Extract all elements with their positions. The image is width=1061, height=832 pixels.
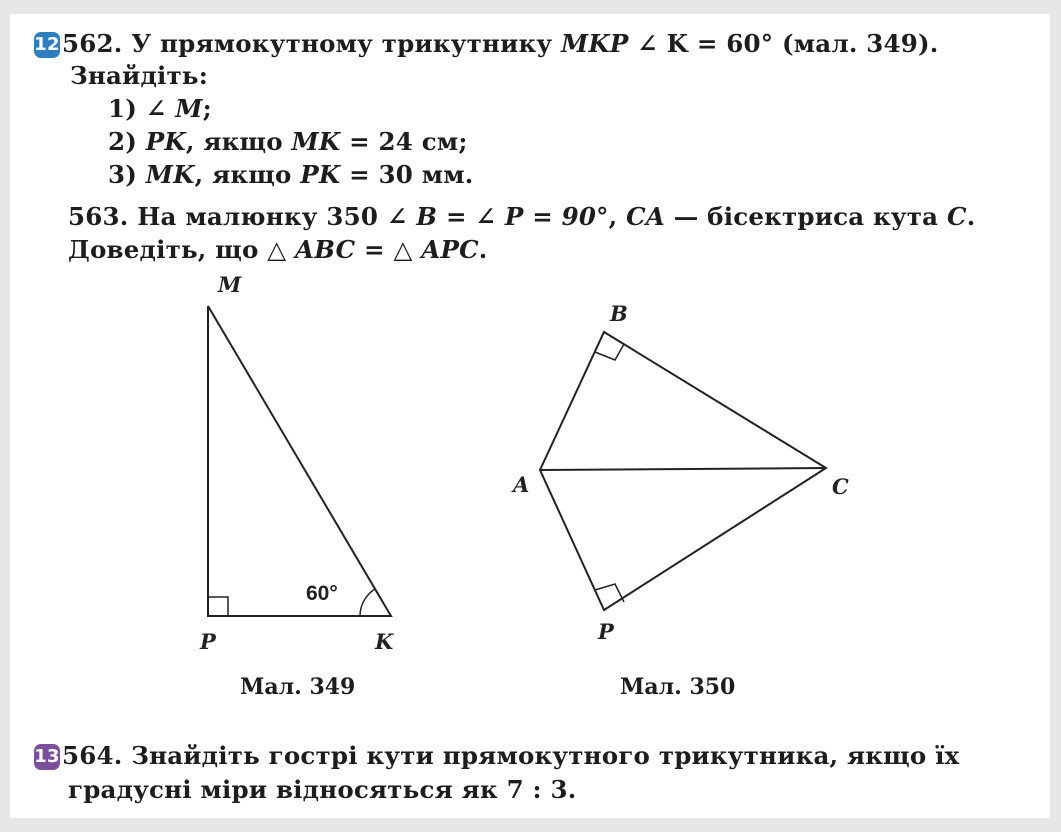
- textbook-page: [10, 14, 1050, 818]
- problem-563-line-1: 563. На малюнку 350 ∠ B = ∠ P = 90°, CA — бісектриса кута C.: [68, 202, 976, 231]
- vertex-m-label: M: [218, 272, 242, 297]
- right-angles: ∠ B = ∠ P = 90°: [386, 202, 609, 231]
- figure-reference: (мал. 349).: [773, 29, 939, 58]
- problem-562-find: Знайдіть:: [70, 61, 208, 90]
- problem-562-item-1: 1) ∠ M;: [108, 94, 212, 123]
- vertex-a-label: A: [513, 472, 530, 497]
- quadrilateral-abcp: [540, 332, 826, 610]
- figures-canvas: [10, 14, 1050, 734]
- triangle-name: MKP: [561, 29, 629, 58]
- problem-564-text-1: Знайдіть гострі кути прямокутного трикутника, якщо їх: [122, 741, 960, 770]
- angle-60-label: 60°: [306, 582, 338, 605]
- vertex-p350-label: P: [598, 619, 614, 644]
- bisector-ca: [540, 468, 826, 470]
- triangle-equality: △ ABC = △ APC: [267, 235, 479, 264]
- problem-564-number: 564.: [62, 741, 123, 770]
- right-angle-mark-p: [208, 597, 228, 616]
- problem-564-line-1: [34, 741, 959, 771]
- problem-563-line-2: Доведіть, що △ ABC = △ APC.: [68, 235, 488, 264]
- problem-562-item-2: 2) PK, якщо MK = 24 см;: [108, 127, 468, 156]
- figure-350-caption: Мал. 350: [620, 674, 736, 700]
- angle-k-value: ∠ K = 60°: [628, 29, 774, 58]
- triangle-mpk: [208, 306, 391, 616]
- problem-563-number: 563.: [68, 202, 129, 231]
- figure-349-caption: Мал. 349: [240, 674, 356, 700]
- level-badge-12: 12: [34, 32, 60, 58]
- angle-arc-k: [360, 589, 375, 616]
- vertex-p-label: P: [200, 629, 216, 654]
- problem-562-item-3: 3) MK, якщо PK = 30 мм.: [108, 160, 474, 189]
- figure-349-triangle: [208, 306, 391, 616]
- vertex-c-label: C: [832, 474, 849, 499]
- problem-562-text: У прямокутному трикутнику: [122, 29, 561, 58]
- problem-564-line-2: градусні міри відносяться як 7 : 3.: [68, 775, 577, 804]
- problem-562-number: 562.: [62, 29, 123, 58]
- vertex-b-label: B: [610, 301, 628, 326]
- level-badge-13: 13: [34, 744, 60, 770]
- figure-350-figure: [540, 332, 826, 610]
- vertex-k-label: K: [375, 629, 394, 654]
- right-angle-mark-b: [595, 344, 624, 360]
